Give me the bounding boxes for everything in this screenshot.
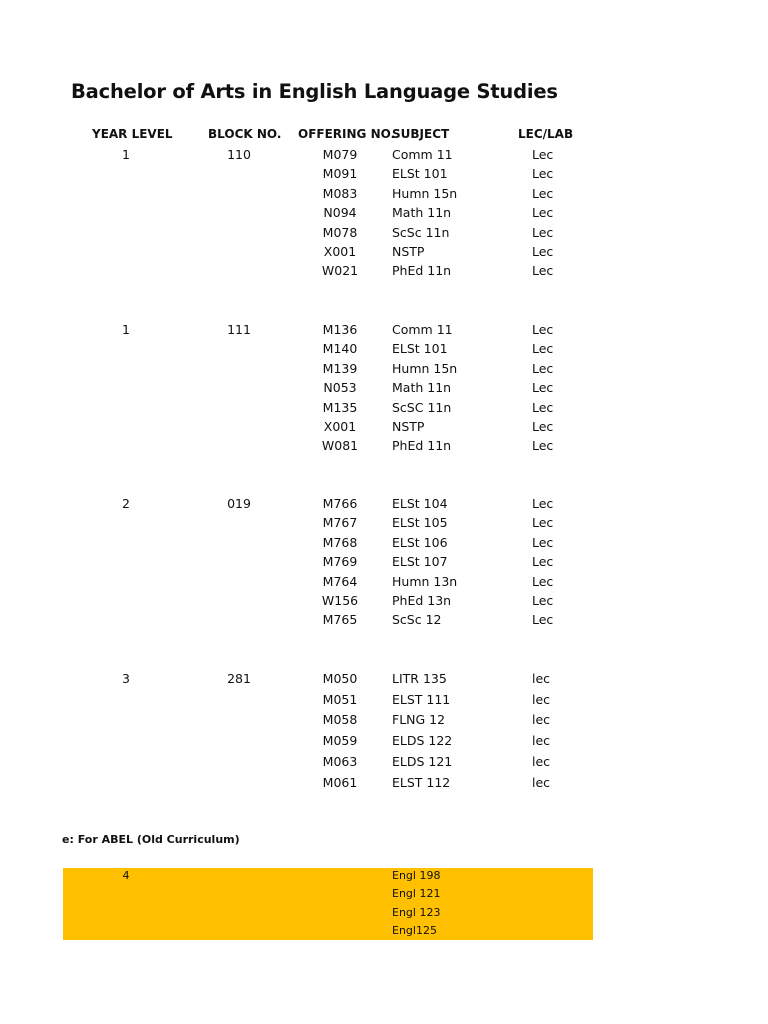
lec-lab-cell: Lec — [532, 612, 554, 627]
lec-lab-cell: Lec — [532, 515, 554, 530]
header-subject: SUBJECT — [392, 127, 450, 141]
subject-cell: ELSt 104 — [392, 496, 448, 511]
offering-no-cell: M768 — [322, 535, 358, 550]
block-no-cell: 110 — [227, 147, 251, 162]
lec-lab-cell: Lec — [532, 147, 554, 162]
lec-lab-cell: lec — [532, 671, 551, 686]
offering-no-cell: M769 — [322, 554, 358, 569]
subject-cell: LITR 135 — [392, 671, 447, 686]
offering-no-cell: M083 — [322, 186, 358, 201]
subject-cell: NSTP — [392, 244, 425, 259]
offering-no-cell: W156 — [321, 593, 359, 608]
lec-lab-cell: Lec — [532, 263, 554, 278]
offering-no-cell: X001 — [323, 244, 357, 259]
subject-cell: Comm 11 — [392, 147, 453, 162]
year-level-cell: 2 — [122, 496, 130, 511]
header-year-level: YEAR LEVEL — [92, 127, 173, 141]
lec-lab-cell: Lec — [532, 593, 554, 608]
subject-cell: ELST 112 — [392, 775, 451, 790]
offering-no-cell: M135 — [322, 400, 358, 415]
subject-cell: Humn 15n — [392, 361, 458, 376]
offering-no-cell: M139 — [322, 361, 358, 376]
year-level-cell: 1 — [122, 322, 130, 337]
offering-no-cell: M063 — [322, 754, 358, 769]
year-level-cell: 1 — [122, 147, 130, 162]
highlight-subject: Engl125 — [392, 923, 437, 937]
subject-cell: ELSt 105 — [392, 515, 448, 530]
subject-cell: PhEd 13n — [392, 593, 452, 608]
block-no-cell: 019 — [227, 496, 251, 511]
subject-cell: ELSt 107 — [392, 554, 448, 569]
subject-cell: Humn 13n — [392, 574, 458, 589]
offering-no-cell: M765 — [322, 612, 358, 627]
lec-lab-cell: Lec — [532, 244, 554, 259]
lec-lab-cell: Lec — [532, 535, 554, 550]
offering-no-cell: N094 — [323, 205, 357, 220]
offering-no-cell: M078 — [322, 225, 358, 240]
block-no-cell: 111 — [227, 322, 251, 337]
subject-cell: ScSc 12 — [392, 612, 442, 627]
offering-no-cell: M061 — [322, 775, 358, 790]
lec-lab-cell: lec — [532, 712, 551, 727]
lec-lab-cell: Lec — [532, 225, 554, 240]
subject-cell: ScSc 11n — [392, 225, 450, 240]
lec-lab-cell: Lec — [532, 400, 554, 415]
subject-cell: Comm 11 — [392, 322, 453, 337]
lec-lab-cell: lec — [532, 754, 551, 769]
subject-cell: Math 11n — [392, 380, 452, 395]
lec-lab-cell: lec — [532, 775, 551, 790]
offering-no-cell: M136 — [322, 322, 358, 337]
lec-lab-cell: Lec — [532, 361, 554, 376]
subject-cell: ELDS 121 — [392, 754, 453, 769]
lec-lab-cell: lec — [532, 733, 551, 748]
lec-lab-cell: Lec — [532, 438, 554, 453]
offering-no-cell: W021 — [321, 263, 359, 278]
highlight-subject: Engl 198 — [392, 869, 441, 882]
lec-lab-cell: Lec — [532, 380, 554, 395]
subject-cell: PhEd 11n — [392, 438, 452, 453]
lec-lab-cell: Lec — [532, 186, 554, 201]
offering-no-cell: M050 — [322, 671, 358, 686]
highlight-subject: Engl 123 — [392, 905, 441, 919]
offering-no-cell: W081 — [321, 438, 359, 453]
highlight-subject: Engl 121 — [392, 887, 441, 901]
header-block-no: BLOCK NO. — [208, 127, 282, 141]
subject-cell: ScSC 11n — [392, 400, 452, 415]
subject-cell: ELDS 122 — [392, 733, 453, 748]
lec-lab-cell: Lec — [532, 554, 554, 569]
subject-cell: NSTP — [392, 419, 425, 434]
lec-lab-cell: lec — [532, 692, 551, 707]
year-level-cell: 3 — [122, 671, 130, 686]
offering-no-cell: X001 — [323, 419, 357, 434]
page-title: Bachelor of Arts in English Language Studies — [71, 80, 558, 103]
block-no-cell: 281 — [227, 671, 251, 686]
lec-lab-cell: Lec — [532, 574, 554, 589]
subject-cell: ELST 111 — [392, 692, 451, 707]
subject-cell: Humn 15n — [392, 186, 458, 201]
subject-cell: ELSt 101 — [392, 166, 448, 181]
header-offering-no: OFFERING NO. — [298, 127, 396, 141]
subject-cell: FLNG 12 — [392, 712, 446, 727]
lec-lab-cell: Lec — [532, 496, 554, 511]
offering-no-cell: M140 — [322, 341, 358, 356]
lec-lab-cell: Lec — [532, 341, 554, 356]
offering-no-cell: M764 — [322, 574, 358, 589]
offering-no-cell: M059 — [322, 733, 358, 748]
highlight-year: 4 — [122, 869, 130, 882]
highlight-band — [63, 868, 593, 940]
offering-no-cell: M079 — [322, 147, 358, 162]
offering-no-cell: M051 — [322, 692, 358, 707]
subject-cell: PhEd 11n — [392, 263, 452, 278]
offering-no-cell: M091 — [322, 166, 358, 181]
offering-no-cell: M766 — [322, 496, 358, 511]
offering-no-cell: M767 — [322, 515, 358, 530]
lec-lab-cell: Lec — [532, 166, 554, 181]
subject-cell: ELSt 101 — [392, 341, 448, 356]
offering-no-cell: N053 — [323, 380, 357, 395]
offering-no-cell: M058 — [322, 712, 358, 727]
header-lec-lab: LEC/LAB — [518, 127, 574, 141]
subject-cell: Math 11n — [392, 205, 452, 220]
lec-lab-cell: Lec — [532, 419, 554, 434]
lec-lab-cell: Lec — [532, 205, 554, 220]
subject-cell: ELSt 106 — [392, 535, 448, 550]
note-text: e: For ABEL (Old Curriculum) — [62, 833, 240, 846]
lec-lab-cell: Lec — [532, 322, 554, 337]
